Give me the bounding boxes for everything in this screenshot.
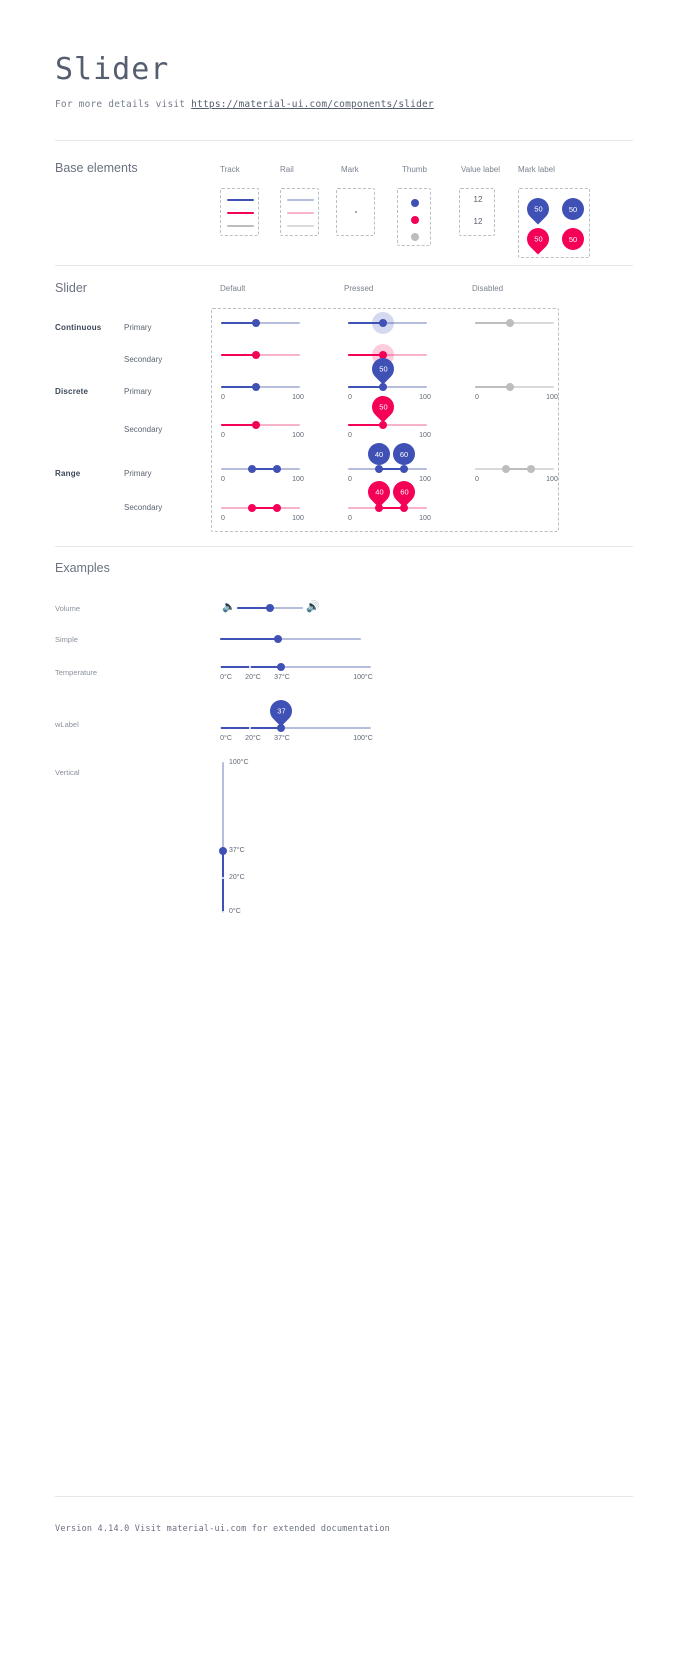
mark-100 xyxy=(222,762,224,764)
thumb-lower xyxy=(502,465,510,473)
slider-discrete-secondary-default[interactable] xyxy=(221,424,304,439)
rail-primary xyxy=(287,199,314,201)
mark-100 xyxy=(369,666,371,668)
scale-max: 100 xyxy=(419,515,431,522)
slider-range-primary-disabled xyxy=(475,468,558,483)
thumb-lower[interactable] xyxy=(248,504,256,512)
mark-label-0: 0°C xyxy=(220,674,232,681)
section-examples: Examples xyxy=(55,561,110,575)
thumb xyxy=(506,383,514,391)
mark-label-bubble-primary xyxy=(522,193,553,224)
slider-temperature[interactable] xyxy=(220,666,373,681)
subtitle-text: For more details visit xyxy=(55,99,192,110)
scale-min: 0 xyxy=(348,476,352,483)
slider-range-primary-pressed[interactable] xyxy=(348,449,431,483)
mark-20 xyxy=(249,727,251,729)
slider-volume[interactable] xyxy=(237,607,303,609)
value-bubble-lower: 40 xyxy=(368,443,390,465)
base-mark-box xyxy=(336,188,375,236)
scale-min: 0 xyxy=(221,432,225,439)
value-bubble-upper xyxy=(388,476,419,507)
thumb[interactable] xyxy=(219,847,227,855)
track-disabled xyxy=(227,225,254,227)
slider-continuous-secondary-default[interactable] xyxy=(221,354,300,356)
row-label-discrete: Discrete xyxy=(55,387,89,396)
col-head-track: Track xyxy=(220,165,240,174)
track xyxy=(475,386,510,388)
value-bubble xyxy=(265,695,296,726)
mark-label-0: 0°C xyxy=(220,735,232,742)
mark-0 xyxy=(222,911,224,913)
col-head-pressed: Pressed xyxy=(344,284,374,293)
mark-label-100: 100°C xyxy=(229,759,249,766)
thumb[interactable] xyxy=(379,421,387,429)
track xyxy=(348,424,383,426)
thumb xyxy=(506,319,514,327)
mark-label-20: 20°C xyxy=(229,874,245,881)
scale-min: 0 xyxy=(348,394,352,401)
mark-label-bubble-secondary xyxy=(522,223,553,254)
row-label-continuous: Continuous xyxy=(55,323,102,332)
rail-disabled xyxy=(287,225,314,227)
example-label-temperature: Temperature xyxy=(55,668,98,677)
mark-label-100: 100°C xyxy=(353,674,373,681)
track xyxy=(222,851,224,913)
thumb-primary xyxy=(411,199,419,207)
thumb-secondary xyxy=(411,216,419,224)
scale-max: 100 xyxy=(292,515,304,522)
value-label-2: 12 xyxy=(473,217,483,226)
slider-continuous-primary-pressed[interactable] xyxy=(348,322,427,324)
mark-label-37: 37°C xyxy=(274,735,290,742)
scale-min: 0 xyxy=(221,394,225,401)
scale-max: 100 xyxy=(292,394,304,401)
thumb[interactable] xyxy=(266,604,274,612)
value-bubble-text: 50 xyxy=(378,364,388,374)
thumb-lower[interactable] xyxy=(375,504,383,512)
col-head-value-label: Value label xyxy=(461,165,500,174)
thumb-upper xyxy=(527,465,535,473)
page-subtitle xyxy=(55,99,434,110)
thumb[interactable] xyxy=(252,319,260,327)
value-bubble-text: 50 xyxy=(378,402,388,412)
col-head-mark-label: Mark label xyxy=(518,165,555,174)
scale-max: 100 xyxy=(292,432,304,439)
footer-text: Version 4.14.0 Visit material-ui.com for extended documentation xyxy=(55,1524,390,1534)
slider-discrete-primary-default[interactable] xyxy=(221,386,304,401)
scale-max: 100 xyxy=(546,394,558,401)
value-bubble-upper: 60 xyxy=(393,443,415,465)
base-mark-label-box xyxy=(518,188,590,258)
example-label-volume: Volume xyxy=(55,604,81,613)
mark-label-100: 100°C xyxy=(353,735,373,742)
slider-range-primary-default[interactable] xyxy=(221,468,304,483)
track-secondary xyxy=(227,212,254,214)
slider-simple[interactable] xyxy=(220,638,361,640)
mark-20 xyxy=(222,877,224,879)
slider-continuous-primary-disabled xyxy=(475,322,554,324)
thumb[interactable] xyxy=(252,383,260,391)
base-value-label-box xyxy=(459,188,495,236)
thumb[interactable] xyxy=(277,724,285,732)
slider-range-secondary-pressed[interactable] xyxy=(348,487,431,522)
slider-matrix-box xyxy=(211,308,559,532)
thumb-upper[interactable] xyxy=(400,504,408,512)
base-rail-box xyxy=(280,188,319,236)
row-sublabel-discrete-secondary: Secondary xyxy=(124,425,163,434)
track xyxy=(221,386,256,388)
col-head-rail: Rail xyxy=(280,165,294,174)
slider-discrete-primary-disabled xyxy=(475,386,558,401)
mark-label-37: 37°C xyxy=(274,674,290,681)
example-label-wlabel: wLabel xyxy=(55,720,79,729)
section-base-elements: Base elements xyxy=(55,161,138,175)
base-track-box xyxy=(220,188,259,236)
scale-min: 0 xyxy=(221,476,225,483)
col-head-default: Default xyxy=(220,284,246,293)
scale-max: 100 xyxy=(419,394,431,401)
thumb-lower[interactable] xyxy=(248,465,256,473)
thumb[interactable] xyxy=(379,319,387,327)
mark-label-0: 0°C xyxy=(229,908,241,915)
row-sublabel-range-primary: Primary xyxy=(124,469,152,478)
track xyxy=(348,386,383,388)
mark-100 xyxy=(369,727,371,729)
value-bubble-lower-text: 40 xyxy=(374,487,384,497)
slider-discrete-secondary-pressed[interactable] xyxy=(348,402,431,439)
slider-range-secondary-default[interactable] xyxy=(221,507,304,522)
scale-max: 100 xyxy=(292,476,304,483)
thumb-upper[interactable] xyxy=(273,504,281,512)
track xyxy=(475,322,510,324)
mark-label-37: 37°C xyxy=(229,847,245,854)
mark-label-text: 50 xyxy=(533,204,543,214)
volume-high-icon[interactable]: 🔊 xyxy=(306,601,320,613)
page-title: Slider xyxy=(55,52,170,87)
value-label-1: 12 xyxy=(473,195,483,204)
divider-base-elements xyxy=(55,265,633,266)
rail-secondary xyxy=(287,212,314,214)
thumb[interactable] xyxy=(274,635,282,643)
track xyxy=(221,322,256,324)
mark-0 xyxy=(219,666,221,668)
divider-slider xyxy=(55,546,633,547)
track xyxy=(220,638,278,640)
mark-label-20: 20°C xyxy=(245,735,261,742)
row-sublabel-continuous-primary: Primary xyxy=(124,323,152,332)
mark-0 xyxy=(219,727,221,729)
divider-top xyxy=(55,140,633,141)
value-bubble-lower xyxy=(363,476,394,507)
thumb-upper[interactable] xyxy=(400,465,408,473)
mark-label-20: 20°C xyxy=(245,674,261,681)
row-sublabel-continuous-secondary: Secondary xyxy=(124,355,163,364)
mark-label-circle-primary: 50 xyxy=(562,198,584,220)
value-bubble-upper-text: 60 xyxy=(399,487,409,497)
thumb[interactable] xyxy=(252,351,260,359)
slider-vertical[interactable] xyxy=(220,759,280,915)
track xyxy=(221,424,256,426)
row-label-range: Range xyxy=(55,469,81,478)
scale-min: 0 xyxy=(475,476,479,483)
row-sublabel-range-secondary: Secondary xyxy=(124,503,163,512)
base-thumb-box xyxy=(397,188,431,246)
thumb[interactable] xyxy=(379,383,387,391)
thumb[interactable] xyxy=(252,421,260,429)
track xyxy=(221,354,256,356)
thumb-upper[interactable] xyxy=(273,465,281,473)
col-head-thumb: Thumb xyxy=(402,165,427,174)
thumb-lower[interactable] xyxy=(375,465,383,473)
mark-label-circle-secondary: 50 xyxy=(562,228,584,250)
example-label-simple: Simple xyxy=(55,635,78,644)
mark-20 xyxy=(249,666,251,668)
col-head-mark: Mark xyxy=(341,165,359,174)
section-slider: Slider xyxy=(55,281,87,295)
mark-dot xyxy=(355,211,357,213)
slider-continuous-secondary-pressed[interactable] xyxy=(348,354,427,356)
value-bubble-text: 37 xyxy=(276,706,286,716)
track-primary xyxy=(227,199,254,201)
slider-continuous-primary-default[interactable] xyxy=(221,322,300,324)
slider-discrete-primary-pressed[interactable] xyxy=(348,364,431,401)
slider-wlabel[interactable] xyxy=(220,706,373,742)
scale-max: 100 xyxy=(419,476,431,483)
col-head-disabled: Disabled xyxy=(472,284,504,293)
row-sublabel-discrete-primary: Primary xyxy=(124,387,152,396)
value-bubble xyxy=(367,391,398,422)
mark-label-text-2: 50 xyxy=(533,234,543,244)
scale-max: 100 xyxy=(546,476,558,483)
scale-min: 0 xyxy=(475,394,479,401)
scale-min: 0 xyxy=(348,515,352,522)
docs-link[interactable]: https://material-ui.com/components/slider xyxy=(191,99,434,110)
thumb-disabled xyxy=(411,233,419,241)
scale-min: 0 xyxy=(348,432,352,439)
thumb[interactable] xyxy=(277,663,285,671)
scale-min: 0 xyxy=(221,515,225,522)
scale-max: 100 xyxy=(419,432,431,439)
example-label-vertical: Vertical xyxy=(55,768,80,777)
volume-low-icon[interactable]: 🔈 xyxy=(222,601,236,613)
divider-footer xyxy=(55,1496,633,1497)
